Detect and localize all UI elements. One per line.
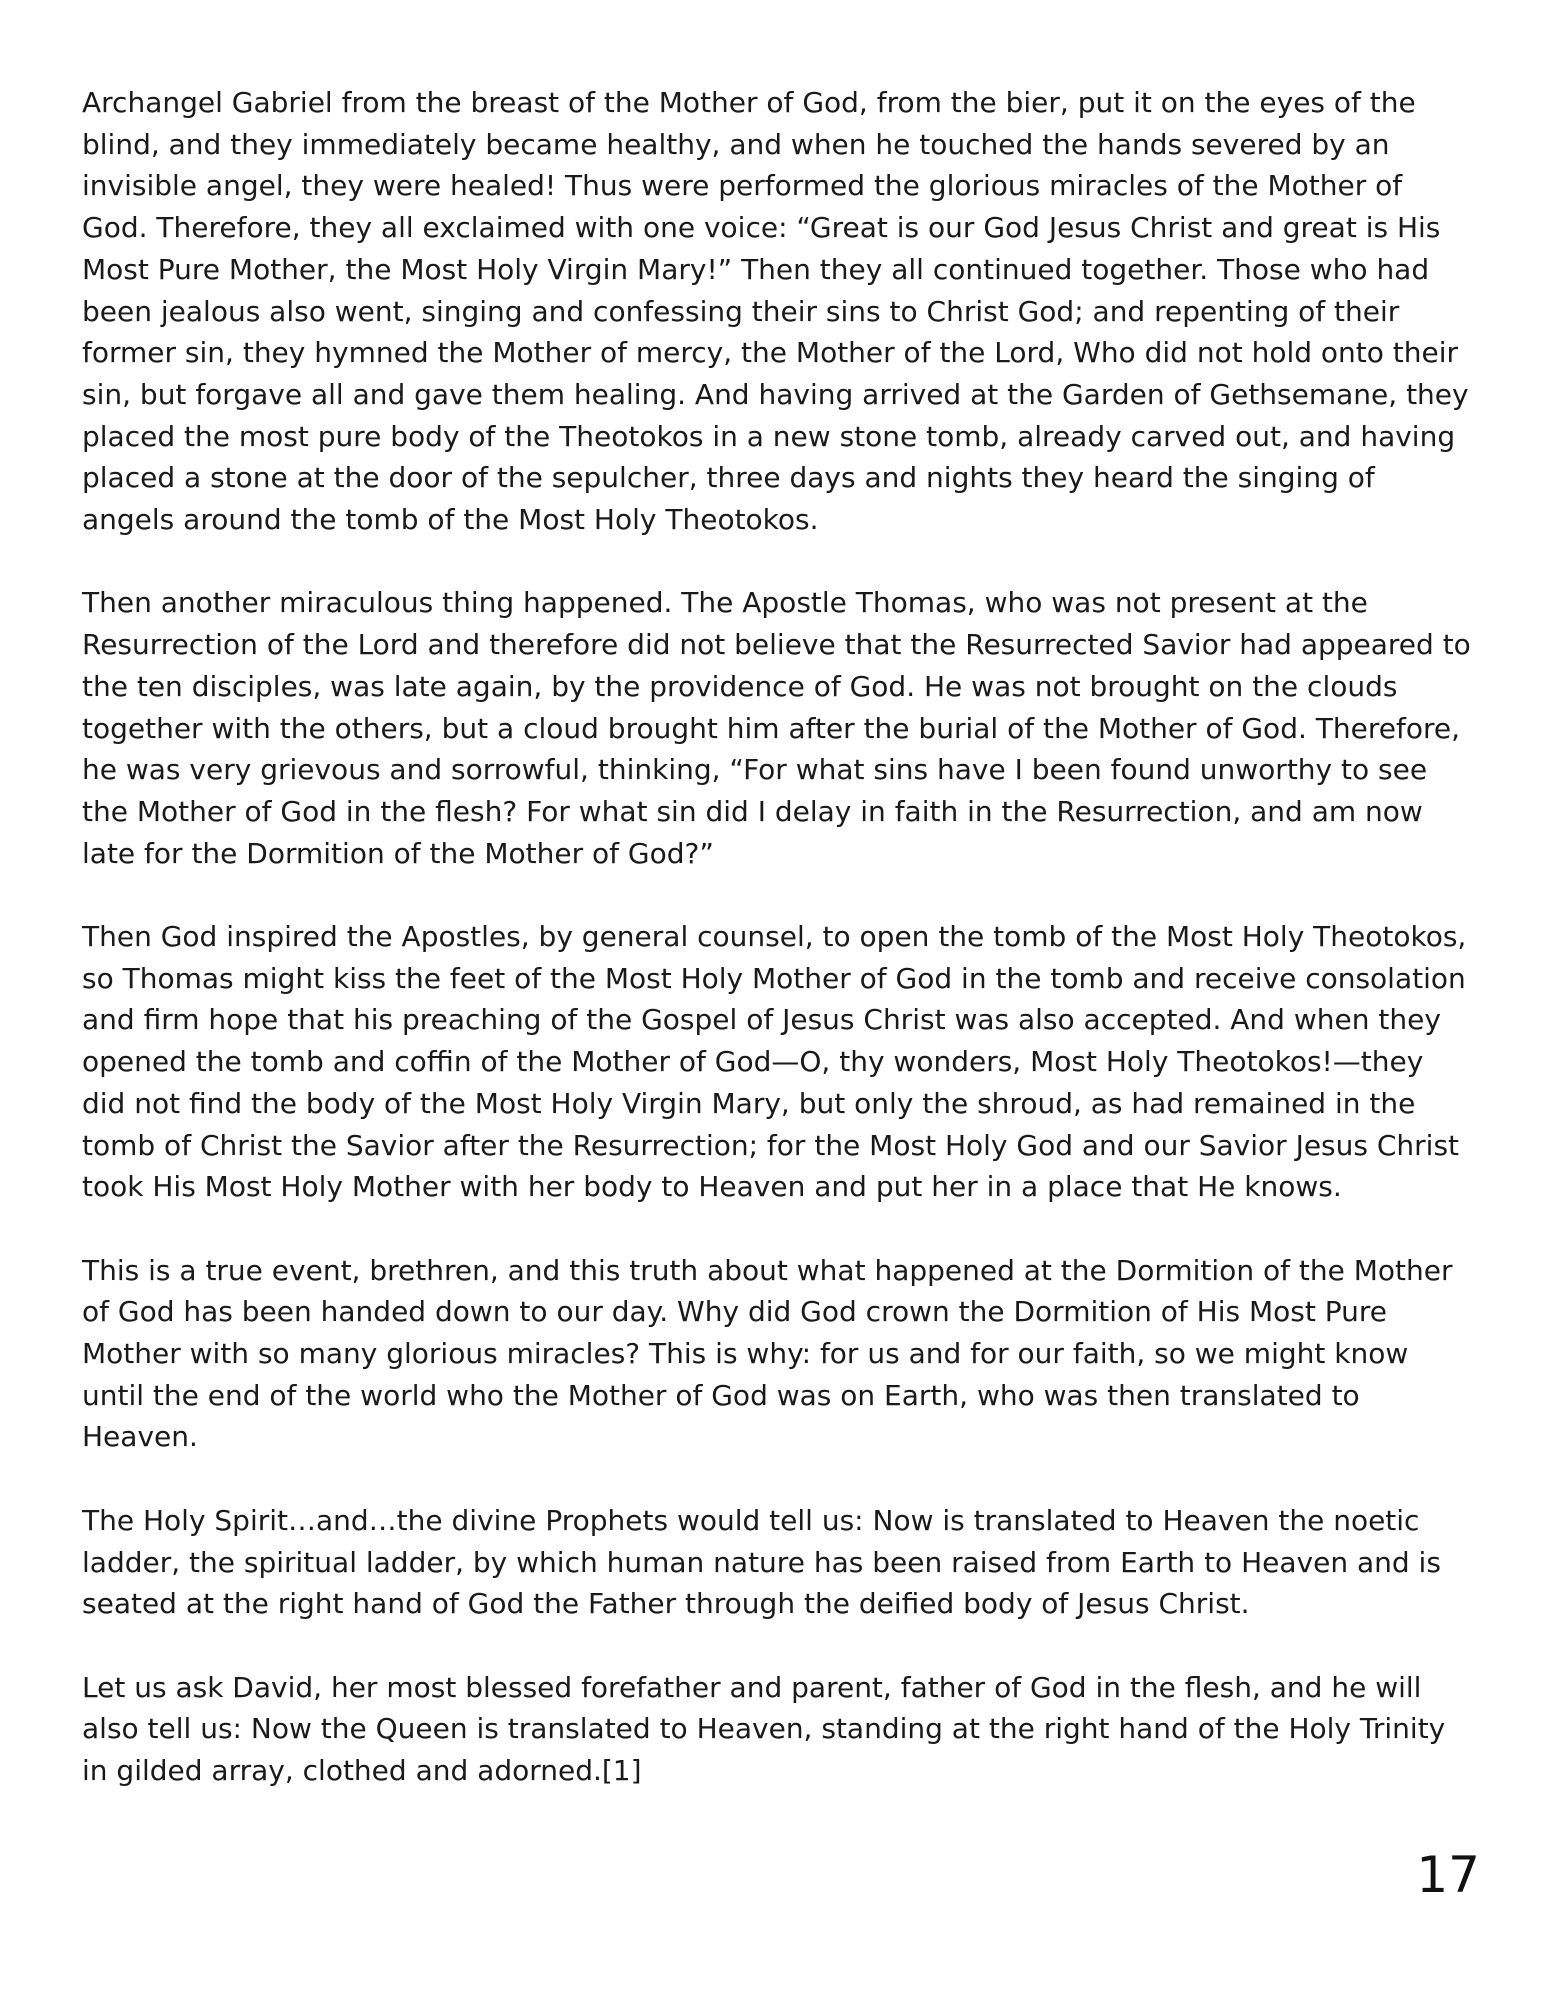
paragraph-2: Then another miraculous thing happened. The Apostle Thomas, who was not present at the Resurrection of the Lord and therefore did not believe that the Resurrected Savior had appeared to the ten disciples, was late again, by the providence of God. He was not brought on the clouds together with the others, but a cloud brought him after the burial of the Mother of God. Therefore, he was very grievous and sorrowful, thinking, “For what sins have I been found unworthy to see the Mother of God in the flesh? For what sin did I delay in faith in the Resurrection, and am now late for the Dormition of the Mother of God?” xyxy=(82,586,1471,870)
paragraph-1: Archangel Gabriel from the breast of the Mother of God, from the bier, put it on the eyes of the blind, and they immediately became healthy, and when he touched the hands severed by an invisible angel, they were healed! Thus were performed the glorious miracles of the Mother of God. Therefore, they all exclaimed with one voice: “Great is our God Jesus Christ and great is His Most Pure Mother, the Most Holy Virgin Mary!” Then they all continued together. Those who had been jealous also went, singing and confessing their sins to Christ God; and repenting of their former sin, they hymned the Mother of mercy, the Mother of the Lord, Who did not hold onto their sin, but forgave all and gave them healing. And having arrived at the Garden of Gethsemane, they placed the most pure body of the Theotokos in a new stone tomb, already carved out, and having placed a stone at the door of the sepulcher, three days and nights they heard the singing of angels around the tomb of the Most Holy Theotokos. xyxy=(82,86,1469,537)
paragraph-3: Then God inspired the Apostles, by general counsel, to open the tomb of the Most Holy Theotokos, so Thomas might kiss the feet of the Most Holy Mother of God in the tomb and receive consolation and firm hope that his preaching of the Gospel of Jesus Christ was also accepted. And when they opened the tomb and coffin of the Mother of God—O, thy wonders, Most Holy Theotokos!—they did not find the body of the Most Holy Virgin Mary, but only the shroud, as had remained in the tomb of Christ the Savior after the Resurrection; for the Most Holy God and our Savior Jesus Christ took His Most Holy Mother with her body to Heaven and put her in a place that He knows. xyxy=(82,920,1467,1204)
body-text xyxy=(82,82,1472,1833)
paragraph-4: This is a true event, brethren, and this truth about what happened at the Dormition of the Mother of God has been handed down to our day. Why did God crown the Dormition of His Most Pure Mother with so many glorious miracles? This is why: for us and for our faith, so we might know until the end of the world who the Mother of God was on Earth, who was then translated to Heaven. xyxy=(82,1253,1453,1454)
page-number: 17 xyxy=(1416,1846,1480,1904)
paragraph-6: Let us ask David, her most blessed forefather and parent, father of God in the flesh, and he will also tell us: Now the Queen is translated to Heaven, standing at the right hand of the Holy Trinity in gilded array, clothed and adorned.[1] xyxy=(82,1670,1446,1788)
paragraph-5: The Holy Spirit…and…the divine Prophets would tell us: Now is translated to Heaven the noetic ladder, the spiritual ladder, by which human nature has been raised from Earth to Heaven and is seated at the right hand of God the Father through the deified body of Jesus Christ. xyxy=(82,1503,1441,1621)
